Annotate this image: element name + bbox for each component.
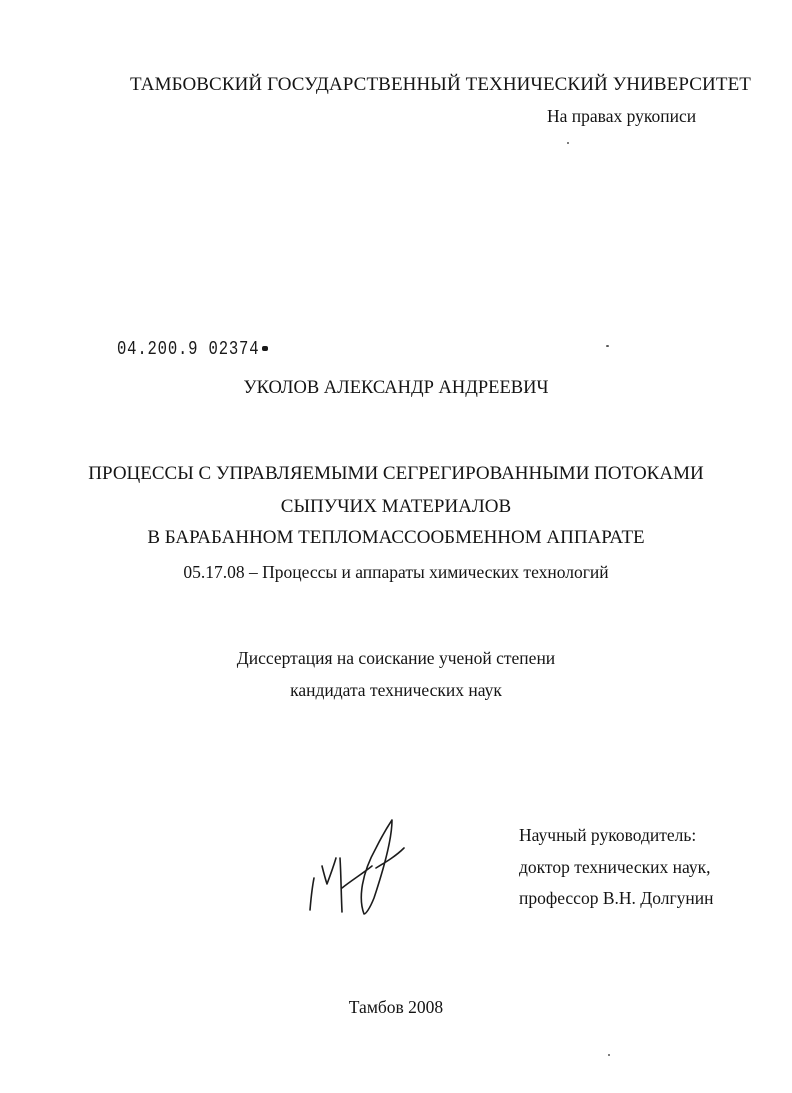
university-name: ТАМБОВСКИЙ ГОСУДАРСТВЕННЫЙ ТЕХНИЧЕСКИЙ УНИВЕРСИТЕТ: [130, 74, 751, 95]
scan-speck: [567, 142, 569, 144]
author-name: УКОЛОВ АЛЕКСАНДР АНДРЕЕВИЧ: [243, 378, 549, 398]
supervisor-degree: доктор технических наук,: [519, 857, 711, 877]
supervisor-label: Научный руководитель:: [519, 825, 697, 845]
degree-line-2: кандидата технических наук: [290, 680, 502, 700]
signature-image: [300, 818, 410, 918]
degree-line-1: Диссертация на соискание ученой степени: [236, 648, 556, 668]
specialty-code: 05.17.08 – Процессы и аппараты химических технологий: [183, 562, 609, 582]
title-line-1: ПРОЦЕССЫ С УПРАВЛЯЕМЫМИ СЕГРЕГИРОВАННЫМИ ПОТОКАМИ: [88, 463, 704, 484]
registry-mark: [262, 346, 268, 351]
city-year: Тамбов 2008: [348, 997, 444, 1017]
scan-speck: [606, 345, 609, 347]
scan-speck: [608, 1054, 610, 1056]
rights-notice: На правах рукописи: [547, 106, 697, 126]
title-line-2: СЫПУЧИХ МАТЕРИАЛОВ: [280, 496, 512, 517]
registry-number: 04.200.9 02374: [117, 338, 260, 360]
supervisor-name: профессор В.Н. Долгунин: [519, 888, 714, 908]
title-line-3: В БАРАБАННОМ ТЕПЛОМАССООБМЕННОМ АППАРАТЕ: [147, 527, 645, 548]
